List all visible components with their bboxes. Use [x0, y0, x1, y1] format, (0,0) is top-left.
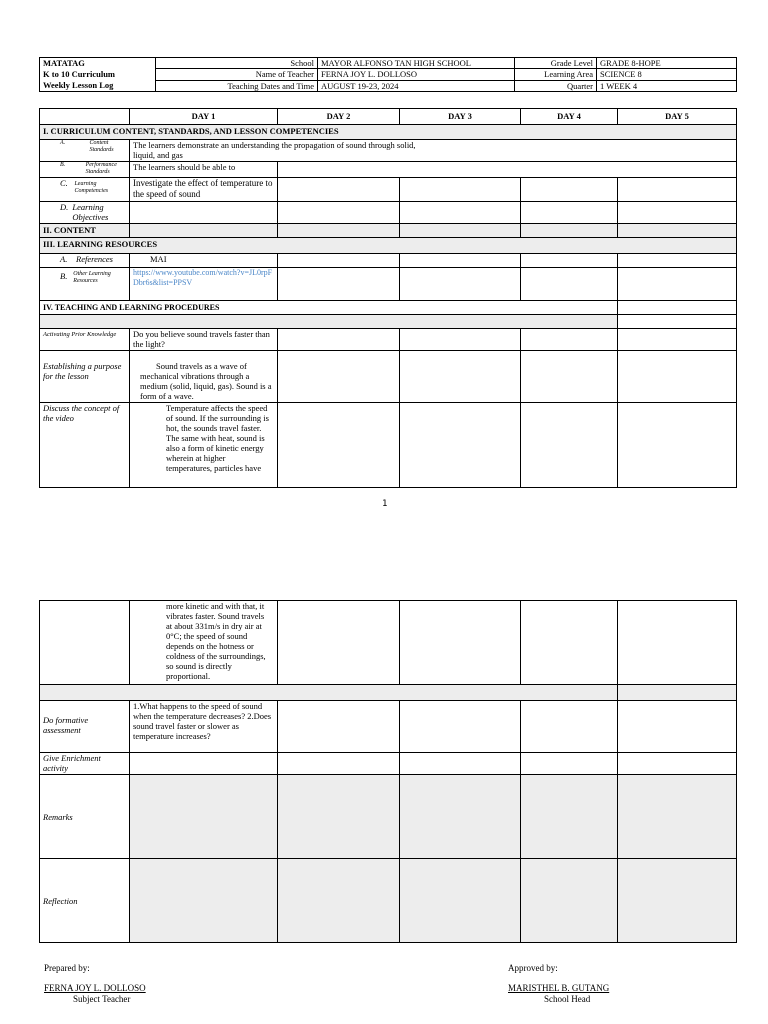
approved-by-label: Approved by:: [508, 963, 558, 973]
school-value: MAYOR ALFONSO TAN HIGH SCHOOL: [318, 58, 515, 69]
section-content: II. CONTENT: [40, 224, 130, 238]
cell-empty: [278, 701, 400, 753]
cell-empty: [618, 351, 737, 403]
performance-standards-empty: [278, 162, 737, 178]
cell-empty: [521, 268, 618, 301]
grade-label: Grade Level: [515, 58, 597, 69]
corner-cell: [40, 109, 130, 125]
approved-by-role: School Head: [544, 994, 591, 1004]
content-standards-value: The learners demonstrate an understanding the propagation of sound through solid, liquid, and gas: [130, 140, 737, 162]
cell-empty: [130, 753, 278, 775]
day-3-header: DAY 3: [400, 109, 521, 125]
cell-empty: [618, 268, 737, 301]
discuss-label: Discuss the concept of the video: [40, 403, 130, 488]
cell-empty: [618, 685, 737, 701]
cell-empty: [400, 701, 521, 753]
cell-empty: [400, 601, 521, 685]
day-4-header: DAY 4: [521, 109, 618, 125]
reflection-label: Reflection: [40, 859, 130, 943]
cell-empty: [278, 268, 400, 301]
dates-label: Teaching Dates and Time: [156, 80, 318, 91]
formative-value: 1.What happens to the speed of sound when the temperature decreases? 2.Does sound travel faster or slower as temperature increases?: [130, 701, 278, 753]
lesson-table-page2: [39, 600, 737, 943]
learning-competencies-value: Investigate the effect of temperature to the speed of sound: [130, 178, 278, 202]
cell-empty: [40, 601, 130, 685]
cell-empty: [618, 701, 737, 753]
youtube-link[interactable]: https://www.youtube.com/watch?v=JL0rpFDbr6s&list=PPSV: [130, 268, 278, 301]
references-label: A. References: [40, 254, 130, 268]
prepared-by-name: FERNA JOY L. DOLLOSO: [44, 983, 146, 993]
cell-empty: [278, 351, 400, 403]
cell-empty: [618, 224, 737, 238]
cell-empty: [400, 329, 521, 351]
cell-empty: [618, 859, 737, 943]
learning-competencies-label: C. Learning Competencies: [40, 178, 130, 202]
cell-empty: [130, 859, 278, 943]
learning-objectives-label: D. Learning Objectives: [40, 202, 130, 224]
day-5-header: DAY 5: [618, 109, 737, 125]
cell-empty: [278, 254, 400, 268]
enrichment-label: Give Enrichment activity: [40, 753, 130, 775]
area-value: SCIENCE 8: [597, 69, 737, 80]
cell-empty: [278, 202, 400, 224]
cell-empty: [521, 701, 618, 753]
dates-value: AUGUST 19-23, 2024: [318, 80, 515, 91]
cell-empty: [278, 601, 400, 685]
cell-empty: [618, 254, 737, 268]
cell-empty: [521, 202, 618, 224]
header-title: MATATAG K to 10 Curriculum Weekly Lesson Log: [40, 58, 156, 92]
cell-empty: [400, 403, 521, 488]
content-standards-label: A. Content Standards: [40, 140, 130, 162]
cell-empty: [40, 685, 618, 701]
establishing-value: Sound travels as a wave of mechanical vibrations through a medium (solid, liquid, gas). Sound is a form of a wave.: [130, 351, 278, 403]
cell-empty: [130, 775, 278, 859]
cell-empty: [618, 329, 737, 351]
cell-empty: [278, 178, 400, 202]
header-table: [39, 57, 737, 92]
cell-empty: [400, 859, 521, 943]
cell-empty: [521, 178, 618, 202]
cell-empty: [618, 315, 737, 329]
cell-empty: [521, 329, 618, 351]
grade-value: GRADE 8-HOPE: [597, 58, 737, 69]
teacher-value: FERNA JOY L. DOLLOSO: [318, 69, 515, 80]
day-1-header: DAY 1: [130, 109, 278, 125]
area-label: Learning Area: [515, 69, 597, 80]
school-label: School: [156, 58, 318, 69]
formative-label: Do formative assessment: [40, 701, 130, 753]
discuss-value-part2: more kinetic and with that, it vibrates faster. Sound travels at about 331m/s in dry air at 0°C; the speed of sound depends on the hotness or coldness of the surroundings, so sound is directly proportional.: [130, 601, 278, 685]
remarks-label: Remarks: [40, 775, 130, 859]
cell-empty: [400, 268, 521, 301]
performance-standards-label: B. Performance Standards: [40, 162, 130, 178]
cell-empty: [521, 753, 618, 775]
section-resources: III. LEARNING RESOURCES: [40, 238, 737, 254]
quarter-label: Quarter: [515, 80, 597, 91]
cell-empty: [400, 202, 521, 224]
cell-empty: [278, 329, 400, 351]
cell-empty: [618, 775, 737, 859]
cell-empty: [278, 753, 400, 775]
cell-empty: [521, 775, 618, 859]
prepared-by-label: Prepared by:: [44, 963, 90, 973]
cell-empty: [278, 224, 400, 238]
cell-empty: [521, 601, 618, 685]
cell-empty: [400, 753, 521, 775]
cell-empty: [521, 859, 618, 943]
cell-empty: [521, 351, 618, 403]
activating-label: Activating Prior Knowledge: [40, 329, 130, 351]
cell-empty: [130, 202, 278, 224]
discuss-value-part1: Temperature affects the speed of sound. If the surrounding is hot, the sounds travel faster. The same with heat, sound is also a form of kinetic energy wherein at higher temperatures, particles have: [130, 403, 278, 488]
prepared-by-role: Subject Teacher: [73, 994, 131, 1004]
cell-empty: [400, 254, 521, 268]
cell-empty: [618, 202, 737, 224]
section-procedures: IV. TEACHING AND LEARNING PROCEDURES: [40, 301, 618, 315]
references-value: MAI: [130, 254, 278, 268]
day-2-header: DAY 2: [278, 109, 400, 125]
cell-empty: [278, 775, 400, 859]
other-resources-label: B. Other Learning Resources: [40, 268, 130, 301]
cell-empty: [618, 601, 737, 685]
cell-empty: [618, 301, 737, 315]
cell-empty: [521, 224, 618, 238]
establishing-label: Establishing a purpose for the lesson: [40, 351, 130, 403]
cell-empty: [278, 859, 400, 943]
cell-empty: [40, 315, 618, 329]
teacher-label: Name of Teacher: [156, 69, 318, 80]
page-number: 1: [382, 499, 388, 509]
cell-empty: [618, 403, 737, 488]
lesson-table-page1: [39, 108, 737, 488]
cell-empty: [400, 178, 521, 202]
performance-standards-value: The learners should be able to: [130, 162, 278, 178]
quarter-value: 1 WEEK 4: [597, 80, 737, 91]
activating-value: Do you believe sound travels faster than the light?: [130, 329, 278, 351]
cell-empty: [400, 351, 521, 403]
cell-empty: [400, 775, 521, 859]
cell-empty: [618, 753, 737, 775]
day-header-row: [40, 109, 737, 125]
cell-empty: [278, 403, 400, 488]
cell-empty: [521, 403, 618, 488]
cell-empty: [130, 224, 278, 238]
cell-empty: [618, 178, 737, 202]
cell-empty: [400, 224, 521, 238]
approved-by-name: MARISTHEL B. GUTANG: [508, 983, 610, 993]
cell-empty: [521, 254, 618, 268]
section-curriculum: I. CURRICULUM CONTENT, STANDARDS, AND LESSON COMPETENCIES: [40, 125, 737, 140]
